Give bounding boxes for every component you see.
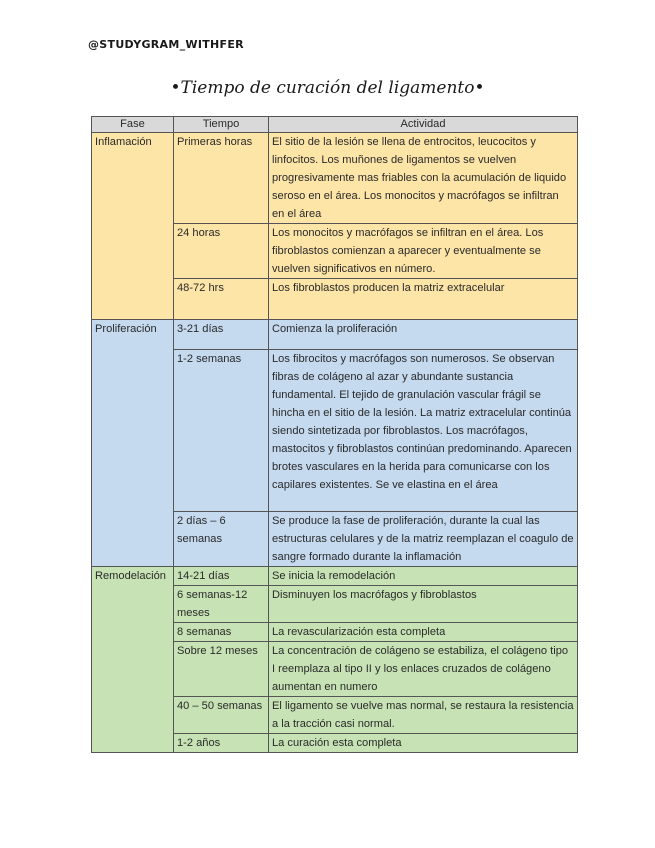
- actividad-cell: Comienza la proliferación: [269, 320, 578, 350]
- actividad-cell: La concentración de colágeno se estabiliza, el colágeno tipo I reemplaza al tipo II y los enlaces cruzados de colágeno aumentan en numero: [269, 642, 578, 697]
- actividad-cell: El ligamento se vuelve mas normal, se restaura la resistencia a la tracción casi normal.: [269, 697, 578, 734]
- actividad-cell: Los fibrocitos y macrófagos son numerosos. Se observan fibras de colágeno al azar y abundante sustancia fundamental. El tejido de granulación vascular frágil se hincha en el sitio de la lesión. La matriz extracelular continúa siendo sintetizada por fibroblastos. Los macrófagos, mastocitos y fibroblastos continúan predominando. Aparecen brotes vasculares en la herida para comunicarse con los capilares existentes. Se ve elastina en el área: [269, 350, 578, 512]
- tiempo-cell: 1-2 años: [174, 734, 269, 753]
- table-row: [92, 567, 578, 586]
- actividad-cell: La curación esta completa: [269, 734, 578, 753]
- tiempo-cell: 40 – 50 semanas: [174, 697, 269, 734]
- tiempo-cell: Sobre 12 meses: [174, 642, 269, 697]
- tiempo-cell: 2 días – 6 semanas: [174, 512, 269, 567]
- header-tiempo: Tiempo: [174, 117, 269, 133]
- actividad-cell: La revascularización esta completa: [269, 623, 578, 642]
- phase-cell-inflamacion: Inflamación: [92, 133, 174, 320]
- header-actividad: Actividad: [269, 117, 578, 133]
- header-fase: Fase: [92, 117, 174, 133]
- tiempo-cell: 1-2 semanas: [174, 350, 269, 512]
- tiempo-cell: 6 semanas-12 meses: [174, 586, 269, 623]
- table-row: [92, 133, 578, 224]
- tiempo-cell: Primeras horas: [174, 133, 269, 224]
- tiempo-cell: 24 horas: [174, 224, 269, 279]
- actividad-cell: El sitio de la lesión se llena de entrocitos, leucocitos y linfocitos. Los muñones de ligamentos se vuelven progresivamente mas friables con la acumulación de liquido seroso en el área. Los monocitos y macrófagos se infiltran en el área: [269, 133, 578, 224]
- tiempo-cell: 14-21 días: [174, 567, 269, 586]
- actividad-cell: Disminuyen los macrófagos y fibroblastos: [269, 586, 578, 623]
- phase-cell-remodelacion: Remodelación: [92, 567, 174, 753]
- tiempo-cell: 48-72 hrs: [174, 279, 269, 320]
- table-row: [92, 320, 578, 350]
- table-header-row: [92, 117, 578, 133]
- tiempo-cell: 3-21 días: [174, 320, 269, 350]
- phase-cell-proliferacion: Proliferación: [92, 320, 174, 567]
- actividad-cell: Se produce la fase de proliferación, durante la cual las estructuras celulares y de la matriz reemplazan el coagulo de sangre formado durante la inflamación: [269, 512, 578, 567]
- healing-table: [91, 116, 578, 753]
- author-handle: @STUDYGRAM_WITHFER: [88, 38, 244, 51]
- page-title: •Tiempo de curación del ligamento•: [170, 78, 485, 98]
- tiempo-cell: 8 semanas: [174, 623, 269, 642]
- actividad-cell: Los fibroblastos producen la matriz extracelular: [269, 279, 578, 320]
- actividad-cell: Se inicia la remodelación: [269, 567, 578, 586]
- actividad-cell: Los monocitos y macrófagos se infiltran en el área. Los fibroblastos comienzan a aparecer y eventualmente se vuelven significativos en número.: [269, 224, 578, 279]
